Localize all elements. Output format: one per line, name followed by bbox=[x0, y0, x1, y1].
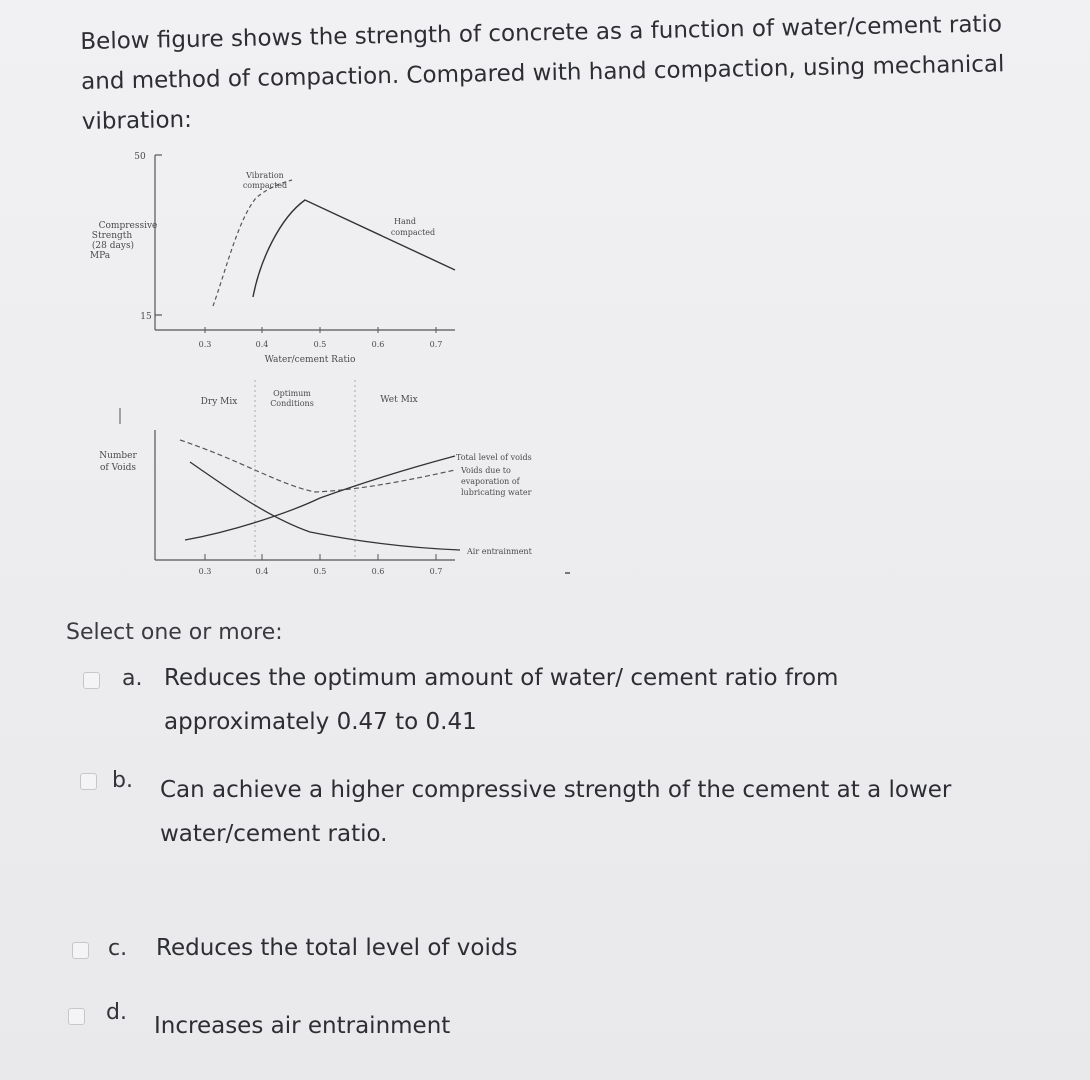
option-c-line-1: Reduces the total level of voids bbox=[156, 935, 518, 961]
region-optimum-line-2: Conditions bbox=[270, 399, 314, 408]
top-ylabel-line-3: (28 days) bbox=[91, 241, 135, 251]
bottom-ylabel-line-1: Number bbox=[99, 451, 137, 461]
top-xlabel: Water/cement Ratio bbox=[264, 355, 356, 365]
option-c-letter: c. bbox=[108, 936, 128, 961]
bottom-x-tick-label-0-5: 0.5 bbox=[313, 567, 327, 576]
top-ylabel-line-1: Compressive bbox=[98, 221, 158, 231]
checkbox-b[interactable] bbox=[80, 773, 97, 790]
top-x-tick-label-0-4: 0.4 bbox=[255, 340, 269, 349]
hand-label-line-1: Hand bbox=[393, 217, 417, 226]
region-dry-mix: Dry Mix bbox=[200, 397, 238, 407]
top-ylabel-line-2: Strength bbox=[91, 231, 133, 241]
select-prompt: Select one or more: bbox=[66, 620, 283, 645]
option-a-line-1: Reduces the optimum amount of water/ cement ratio from bbox=[164, 665, 839, 691]
option-b-line-1: Can achieve a higher compressive strength of the cement at a lower bbox=[160, 777, 952, 803]
region-wet-mix: Wet Mix bbox=[380, 395, 418, 405]
option-b-line-2: water/cement ratio. bbox=[160, 821, 388, 847]
vibration-label-line-1: Vibration bbox=[246, 171, 284, 180]
figure-svg bbox=[80, 140, 600, 600]
label-air-entrainment: Air entrainment bbox=[467, 547, 532, 556]
top-ylabel-line-4: MPa bbox=[89, 251, 111, 261]
bottom-x-tick-label-0-4: 0.4 bbox=[255, 567, 269, 576]
checkbox-d[interactable] bbox=[68, 1008, 85, 1025]
top-x-tick-label-0-3: 0.3 bbox=[198, 340, 212, 349]
bottom-ylabel-line-2: of Voids bbox=[100, 463, 136, 473]
bottom-x-tick-label-0-3: 0.3 bbox=[198, 567, 212, 576]
hand-compacted-curve bbox=[253, 200, 455, 297]
bottom-x-ticks bbox=[205, 554, 436, 560]
bottom-x-tick-label-0-6: 0.6 bbox=[371, 567, 385, 576]
option-a-letter: a. bbox=[122, 666, 143, 691]
label-evap-line-3: lubricating water bbox=[461, 488, 532, 497]
option-d-letter: d. bbox=[106, 1000, 127, 1025]
air-entrainment-curve bbox=[190, 462, 460, 550]
bottom-x-tick-label-0-7: 0.7 bbox=[429, 567, 443, 576]
option-a-line-2: approximately 0.47 to 0.41 bbox=[164, 709, 477, 735]
top-x-tick-label-0-7: 0.7 bbox=[429, 340, 443, 349]
concrete-strength-figure bbox=[80, 140, 600, 600]
region-optimum-line-1: Optimum bbox=[273, 389, 311, 398]
top-y-tick-label-15: 15 bbox=[140, 312, 152, 322]
hand-label-line-2: compacted bbox=[390, 228, 436, 237]
label-evap-line-1: Voids due to bbox=[461, 466, 511, 475]
checkbox-a[interactable] bbox=[83, 672, 100, 689]
option-d-line-1: Increases air entrainment bbox=[154, 1013, 451, 1039]
margin-mark bbox=[565, 572, 570, 574]
evaporation-voids-curve bbox=[185, 456, 455, 540]
top-x-tick-label-0-5: 0.5 bbox=[313, 340, 327, 349]
vibration-label-line-2: compacted bbox=[242, 181, 288, 190]
top-x-tick-label-0-6: 0.6 bbox=[371, 340, 385, 349]
checkbox-c[interactable] bbox=[72, 942, 89, 959]
vibration-compacted-curve bbox=[213, 180, 292, 306]
label-total-voids: Total level of voids bbox=[456, 453, 532, 462]
option-b-letter: b. bbox=[112, 768, 133, 793]
label-evap-line-2: evaporation of bbox=[461, 477, 520, 486]
top-y-tick-label-50: 50 bbox=[134, 152, 146, 162]
question-text: Below figure shows the strength of concrete as a function of water/cement ratio and method of compaction. Compared with hand compaction, using mechanical vibration: bbox=[80, 11, 1005, 135]
